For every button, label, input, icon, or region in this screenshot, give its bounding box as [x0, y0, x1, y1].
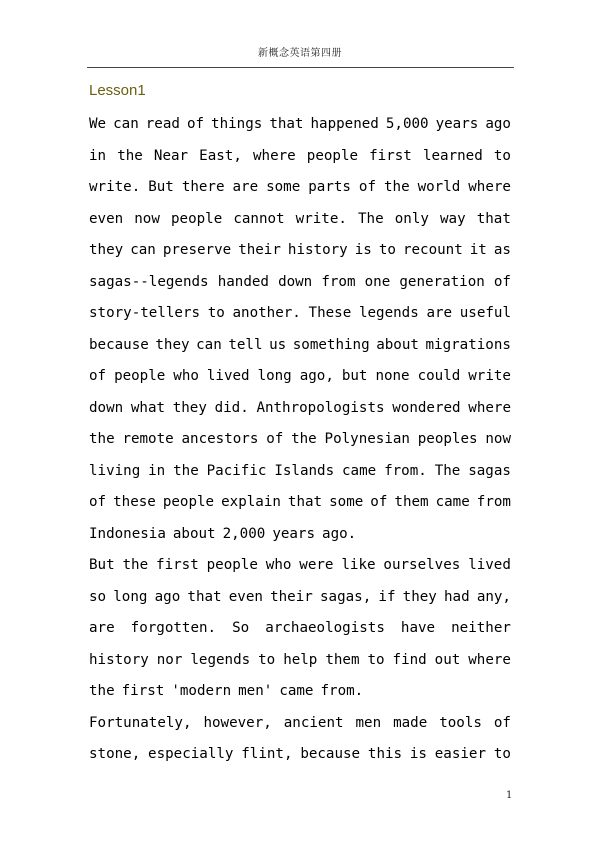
text-line: history nor legends to help them to find out where [89, 651, 511, 668]
text-line: the remote ancestors of the Polynesian peoples now [89, 431, 511, 447]
text-line: because they can tell us something about migrations [89, 336, 511, 353]
text-line: so long ago that even their sagas, if they had any, [89, 588, 511, 605]
text-line: Fortunately, however, ancient men made tools of [89, 714, 511, 731]
text-line: story-tellers to another. These legends are useful [89, 305, 511, 321]
lesson-title: Lesson1 [89, 82, 146, 99]
text-line: are forgotten. So archaeologists have neither [89, 620, 511, 636]
text-line: Indonesia about 2,000 years ago. [89, 525, 357, 542]
text-line: in the Near East, where people first learned to [89, 147, 511, 164]
body-text [89, 109, 511, 771]
header-divider [87, 67, 514, 68]
text-line: of these people explain that some of them came from [89, 494, 511, 510]
page-header: 新概念英语第四册 [258, 48, 342, 59]
text-line: stone, especially flint, because this is easier to [89, 746, 511, 762]
text-line: they can preserve their history is to recount it as [89, 242, 511, 258]
text-line: the first 'modern men' came from. [89, 683, 364, 699]
text-line: of people who lived long ago, but none could write [89, 368, 511, 384]
text-line: We can read of things that happened 5,000 years ago [89, 116, 511, 132]
text-line: living in the Pacific Islands came from. The sagas [89, 462, 511, 479]
page-number: 1 [506, 790, 513, 801]
text-line: even now people cannot write. The only way that [89, 210, 511, 227]
text-line: write. But there are some parts of the world where [89, 179, 511, 195]
text-line: sagas--legends handed down from one generation of [89, 273, 511, 290]
text-line: But the first people who were like ourselves lived [89, 557, 511, 573]
text-line: down what they did. Anthropologists wondered where [89, 399, 511, 416]
